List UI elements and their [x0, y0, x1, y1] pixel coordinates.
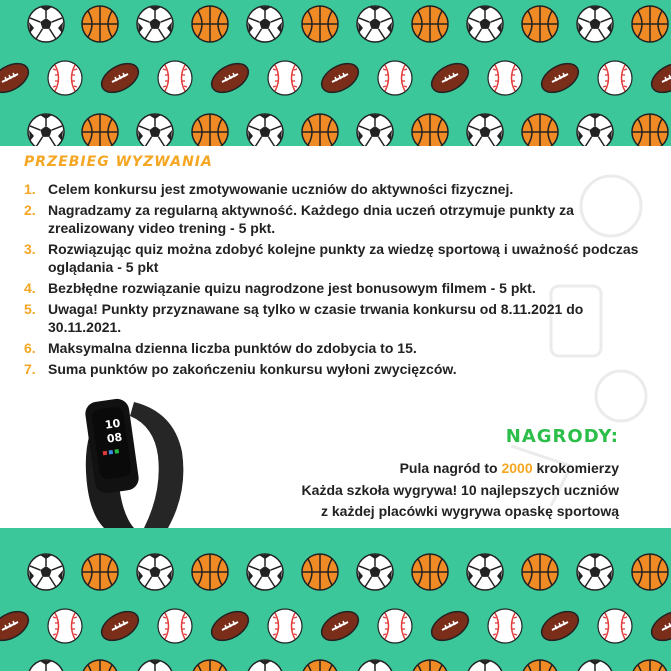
watch-minutes: 08 [106, 430, 124, 446]
list-item [24, 180, 654, 198]
list-text: Celem konkursu jest zmotywowanie uczniów do aktywności fizycznej. [48, 181, 514, 197]
prize-pool-text: Pula nagród to [399, 460, 498, 476]
prize-schools-line: Każda szkoła wygrywa! 10 najlepszych uczniów [301, 482, 619, 498]
list-item [24, 240, 654, 276]
sports-pattern-top [0, 0, 671, 146]
prize-pool-suffix: krokomierzy [536, 460, 619, 476]
prize-band-line: z każdej placówki wygrywa opaskę sportową [321, 503, 619, 519]
list-text: Suma punktów po zakończeniu konkursu wyłoni zwycięzców. [48, 361, 457, 377]
list-text: Nagradzamy za regularną aktywność. Każdego dnia uczeń otrzymuje punkty za zrealizowany video trening - 5 pkt. [48, 202, 574, 236]
list-number: 6. [24, 340, 36, 356]
list-item [24, 279, 654, 297]
list-number: 2. [24, 202, 36, 218]
watch-hours: 10 [104, 416, 122, 432]
sports-balls-pattern [0, 0, 671, 146]
prize-pool-count: 2000 [501, 460, 533, 476]
list-item [24, 300, 654, 336]
prize-pool-line [400, 460, 619, 476]
list-item [24, 201, 654, 237]
list-number: 1. [24, 181, 36, 197]
list-item [24, 360, 654, 378]
list-text: Bezbłędne rozwiązanie quizu nagrodzone jest bonusowym filmem - 5 pkt. [48, 280, 536, 296]
prizes-title: NAGRODY: [505, 426, 619, 447]
list-text: Uwaga! Punkty przyznawane są tylko w czasie trwania konkursu od 8.11.2021 do 30.11.2021. [48, 301, 584, 335]
list-item [24, 339, 654, 357]
contest-card [0, 146, 671, 528]
list-number: 5. [24, 301, 36, 317]
list-number: 3. [24, 241, 36, 257]
page-title: PRZEBIEG WYZWANIA [24, 154, 213, 170]
list-number: 7. [24, 361, 36, 377]
list-text: Rozwiązując quiz można zdobyć kolejne punkty za wiedzę sportową i uważność podczas oglądania - 5 pkt [48, 241, 639, 275]
list-text: Maksymalna dzienna liczba punktów do zdobycia to 15. [48, 340, 417, 356]
rules-list [24, 180, 654, 381]
list-number: 4. [24, 280, 36, 296]
fitness-band-image [64, 392, 194, 528]
sports-balls-pattern [0, 528, 671, 671]
sports-pattern-bottom [0, 528, 671, 671]
